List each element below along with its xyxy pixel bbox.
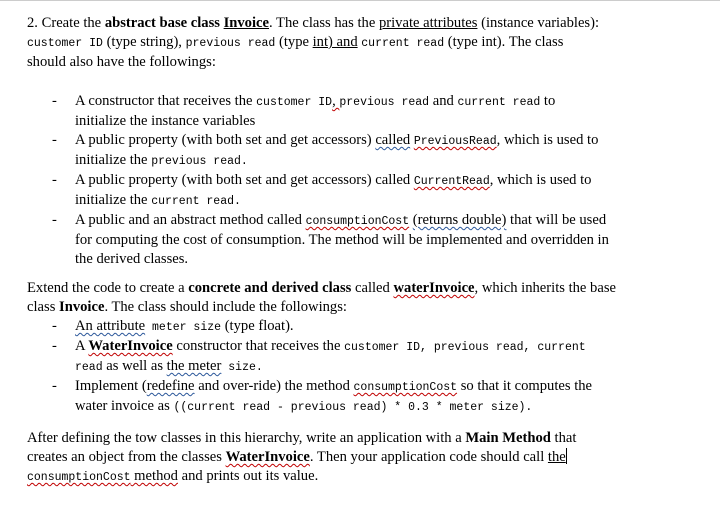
text-run: creates an object from the classes	[27, 449, 226, 465]
application-paragraph	[27, 429, 687, 487]
text-run: ((current read - previous read) * 0.3 * meter size).	[173, 401, 533, 414]
text-run: customer ID, previous read, current	[344, 341, 586, 354]
text-run: that will be used	[506, 212, 607, 228]
text-run: , which is used to	[489, 172, 592, 188]
text-run: called	[375, 132, 411, 148]
text-run: After defining the tow classes in this hierarchy, write an application with a	[27, 430, 466, 446]
text-run: current read.	[151, 195, 241, 208]
text-run: An attribute	[75, 318, 146, 334]
text-run: Invoice	[59, 299, 105, 315]
text-run: method	[130, 468, 178, 484]
underlined-text: private attributes	[378, 15, 478, 31]
code-text: current read	[361, 37, 445, 50]
text: 2. Create the	[27, 15, 105, 31]
text-run: the	[547, 449, 566, 465]
text: (type int). The class	[444, 34, 564, 50]
text: . The class has the	[269, 15, 379, 31]
text-run: current read	[457, 96, 541, 109]
list-item	[52, 171, 672, 211]
text: (type string),	[102, 34, 186, 50]
text-run: size.	[221, 361, 263, 374]
text-run: concrete and derived class	[188, 280, 352, 296]
list-item	[52, 317, 672, 337]
text-run: meter size	[145, 321, 222, 334]
bold-text: abstract base class	[104, 15, 224, 31]
text-run: class	[27, 299, 60, 315]
text-run: Main Method	[465, 430, 551, 446]
text-run: A	[75, 338, 89, 354]
text-run: (type float).	[221, 318, 294, 334]
text-run: initialize the instance variables	[75, 113, 256, 129]
text-run: WaterInvoice	[88, 338, 173, 354]
text-run: . The class should include the followings:	[104, 299, 347, 315]
top-border	[0, 0, 720, 1]
text-run: PreviousRead	[413, 135, 497, 148]
text-run: and	[429, 93, 458, 109]
text-run: WaterInvoice	[225, 449, 310, 465]
text-run: A public and an abstract method called	[75, 212, 306, 228]
text-run: customer ID	[256, 96, 333, 109]
text-run: constructor that receives the	[172, 338, 345, 354]
text-run: water invoice as	[75, 398, 174, 414]
text-run: A public property (with both set and get accessors) called	[75, 172, 414, 188]
text-run: A constructor that receives the	[75, 93, 257, 109]
class-name-invoice: Invoice	[223, 15, 269, 31]
text-run: CurrentRead	[413, 175, 490, 188]
text-run: consumptionCost	[27, 471, 131, 484]
text-run: so that it computes the	[457, 378, 593, 394]
text-run: initialize the	[75, 192, 152, 208]
text-run: . Then your application code should call	[309, 449, 548, 465]
text-run: and prints out its value.	[177, 468, 319, 484]
text-run: waterInvoice	[393, 280, 475, 296]
derived-class-requirements-list	[52, 317, 672, 417]
list-item	[52, 211, 672, 269]
text-run: redefine	[146, 378, 195, 394]
code-text: previous read	[185, 37, 276, 50]
text-run: called	[351, 280, 394, 296]
text-run: Implement (	[75, 378, 147, 394]
underlined-text: int) and	[312, 34, 358, 50]
list-item	[52, 92, 672, 131]
list-item	[52, 377, 672, 417]
text-run: initialize the	[75, 152, 152, 168]
text-run: and over-ride) the method	[194, 378, 354, 394]
text: (instance variables):	[477, 15, 600, 31]
text-run: previous read.	[151, 155, 248, 168]
text-run: the meter	[166, 358, 222, 374]
text-run: that	[550, 430, 577, 446]
list-item	[52, 131, 672, 171]
text-run: A public property (with both set and get accessors)	[75, 132, 376, 148]
list-item	[52, 337, 672, 377]
code-text: customer ID	[27, 37, 103, 50]
text-run: ,	[332, 93, 340, 109]
text-run: previous read	[339, 96, 430, 109]
text-run: the derived classes.	[75, 251, 189, 267]
text-run: as well as	[102, 358, 167, 374]
text-run: , which inherits the base	[474, 280, 616, 296]
base-class-requirements-list	[52, 92, 672, 269]
task-intro-paragraph	[27, 14, 687, 72]
text-run: read	[75, 361, 103, 374]
text-run: consumptionCost	[353, 381, 458, 394]
text: should also have the followings:	[27, 54, 216, 70]
derived-class-paragraph	[27, 279, 687, 317]
text: (type	[275, 34, 313, 50]
text-run: to	[540, 93, 556, 109]
text-run: , which is used to	[496, 132, 599, 148]
text-run: Extend the code to create a	[27, 280, 189, 296]
text-run: for computing the cost of consumption. The method will be implemented and overridden in	[75, 232, 609, 248]
text-cursor	[566, 448, 567, 464]
text-run: consumptionCost	[305, 215, 410, 228]
text-run: (returns double)	[412, 212, 507, 228]
